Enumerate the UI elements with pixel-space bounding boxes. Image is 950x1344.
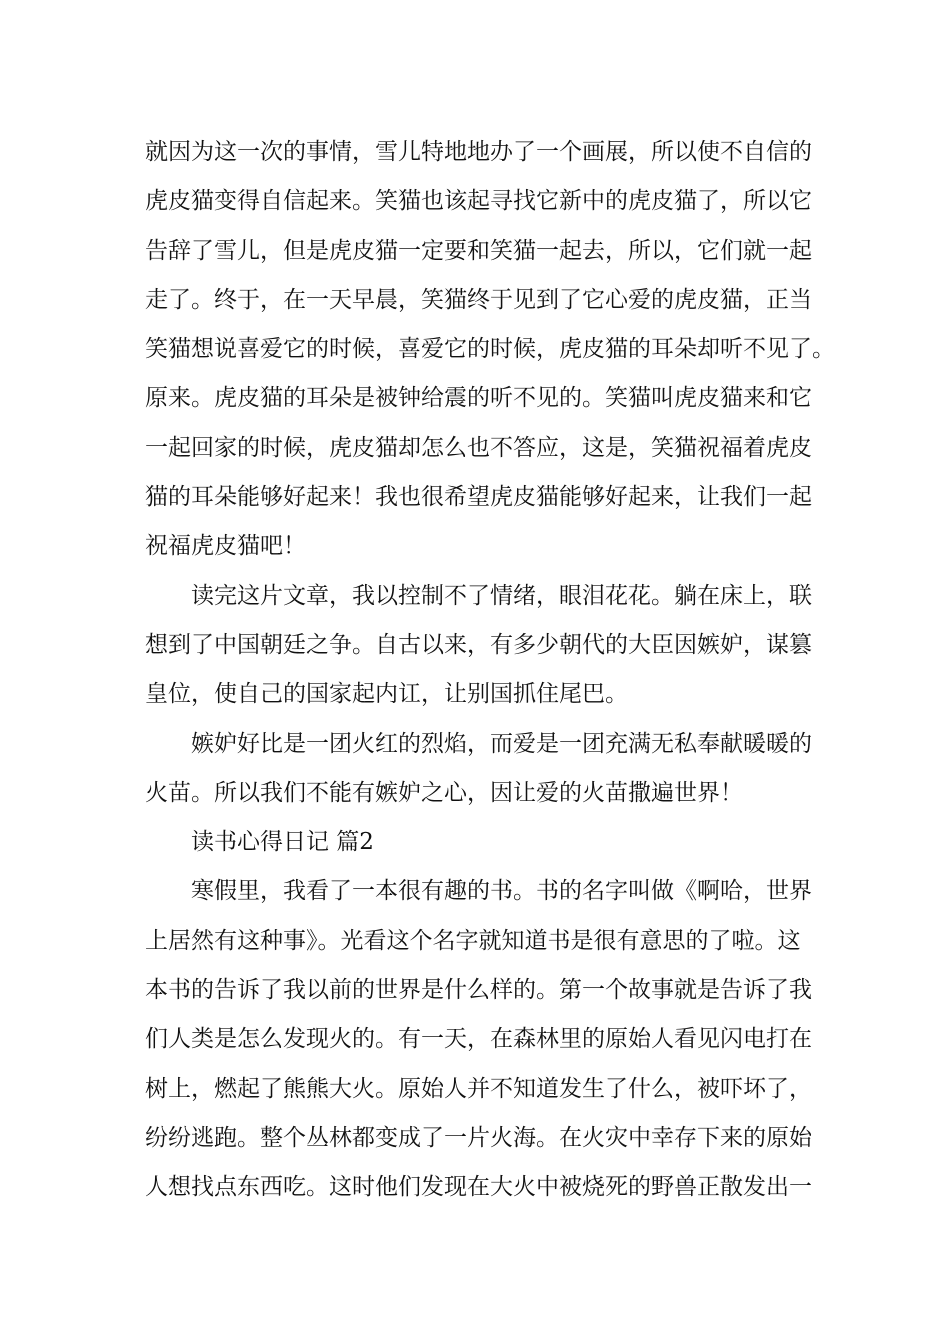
text-line: 们人类是怎么发现火的。有一天，在森林里的原始人看见闪电打在 [145, 1026, 812, 1053]
text-line: 本书的告诉了我以前的世界是什么样的。第一个故事就是告诉了我 [145, 977, 812, 1004]
text-line: 火苗。所以我们不能有嫉妒之心，因让爱的火苗撒遍世界！ [145, 779, 743, 806]
document-body [145, 132, 835, 1217]
text-line: 上居然有这种事》。光看这个名字就知道书是很有意思的了啦。这 [145, 927, 801, 954]
text-line: 祝福虎皮猫吧！ [145, 533, 306, 560]
text-line: 纷纷逃跑。整个丛林都变成了一片火海。在火灾中幸存下来的原始 [145, 1124, 812, 1151]
paragraph-first-line: 嫉妒好比是一团火红的烈焰，而爱是一团充满无私奉献暖暖的 [191, 730, 812, 757]
text-line: 笑猫想说喜爱它的时候，喜爱它的时候，虎皮猫的耳朵却听不见了。 [145, 336, 835, 363]
text-line: 一起回家的时候，虎皮猫却怎么也不答应，这是，笑猫祝福着虎皮 [145, 434, 812, 461]
section-heading: 读书心得日记 篇2 [191, 829, 374, 856]
text-line: 想到了中国朝廷之争。自古以来，有多少朝代的大臣因嫉妒，谋篡 [145, 631, 812, 658]
text-line: 皇位，使自己的国家起内讧，让别国抓住尾巴。 [145, 681, 628, 708]
paragraph-first-line: 寒假里，我看了一本很有趣的书。书的名字叫做《啊哈，世界 [191, 878, 812, 905]
text-line: 告辞了雪儿，但是虎皮猫一定要和笑猫一起去，所以，它们就一起 [145, 237, 812, 264]
text-line: 原来。虎皮猫的耳朵是被钟给震的听不见的。笑猫叫虎皮猫来和它 [145, 385, 812, 412]
text-line: 虎皮猫变得自信起来。笑猫也该起寻找它新中的虎皮猫了，所以它 [145, 188, 812, 215]
text-line: 树上，燃起了熊熊大火。原始人并不知道发生了什么，被吓坏了， [145, 1075, 812, 1102]
text-line: 猫的耳朵能够好起来！我也很希望虎皮猫能够好起来，让我们一起 [145, 484, 812, 511]
text-line: 人想找点东西吃。这时他们发现在大火中被烧死的野兽正散发出一 [145, 1174, 812, 1201]
paragraph-first-line: 读完这片文章，我以控制不了情绪，眼泪花花。躺在床上，联 [191, 582, 812, 609]
text-line: 就因为这一次的事情，雪儿特地地办了一个画展，所以使不自信的 [145, 139, 812, 165]
text-line: 走了。终于，在一天早晨，笑猫终于见到了它心爱的虎皮猫，正当 [145, 286, 812, 313]
